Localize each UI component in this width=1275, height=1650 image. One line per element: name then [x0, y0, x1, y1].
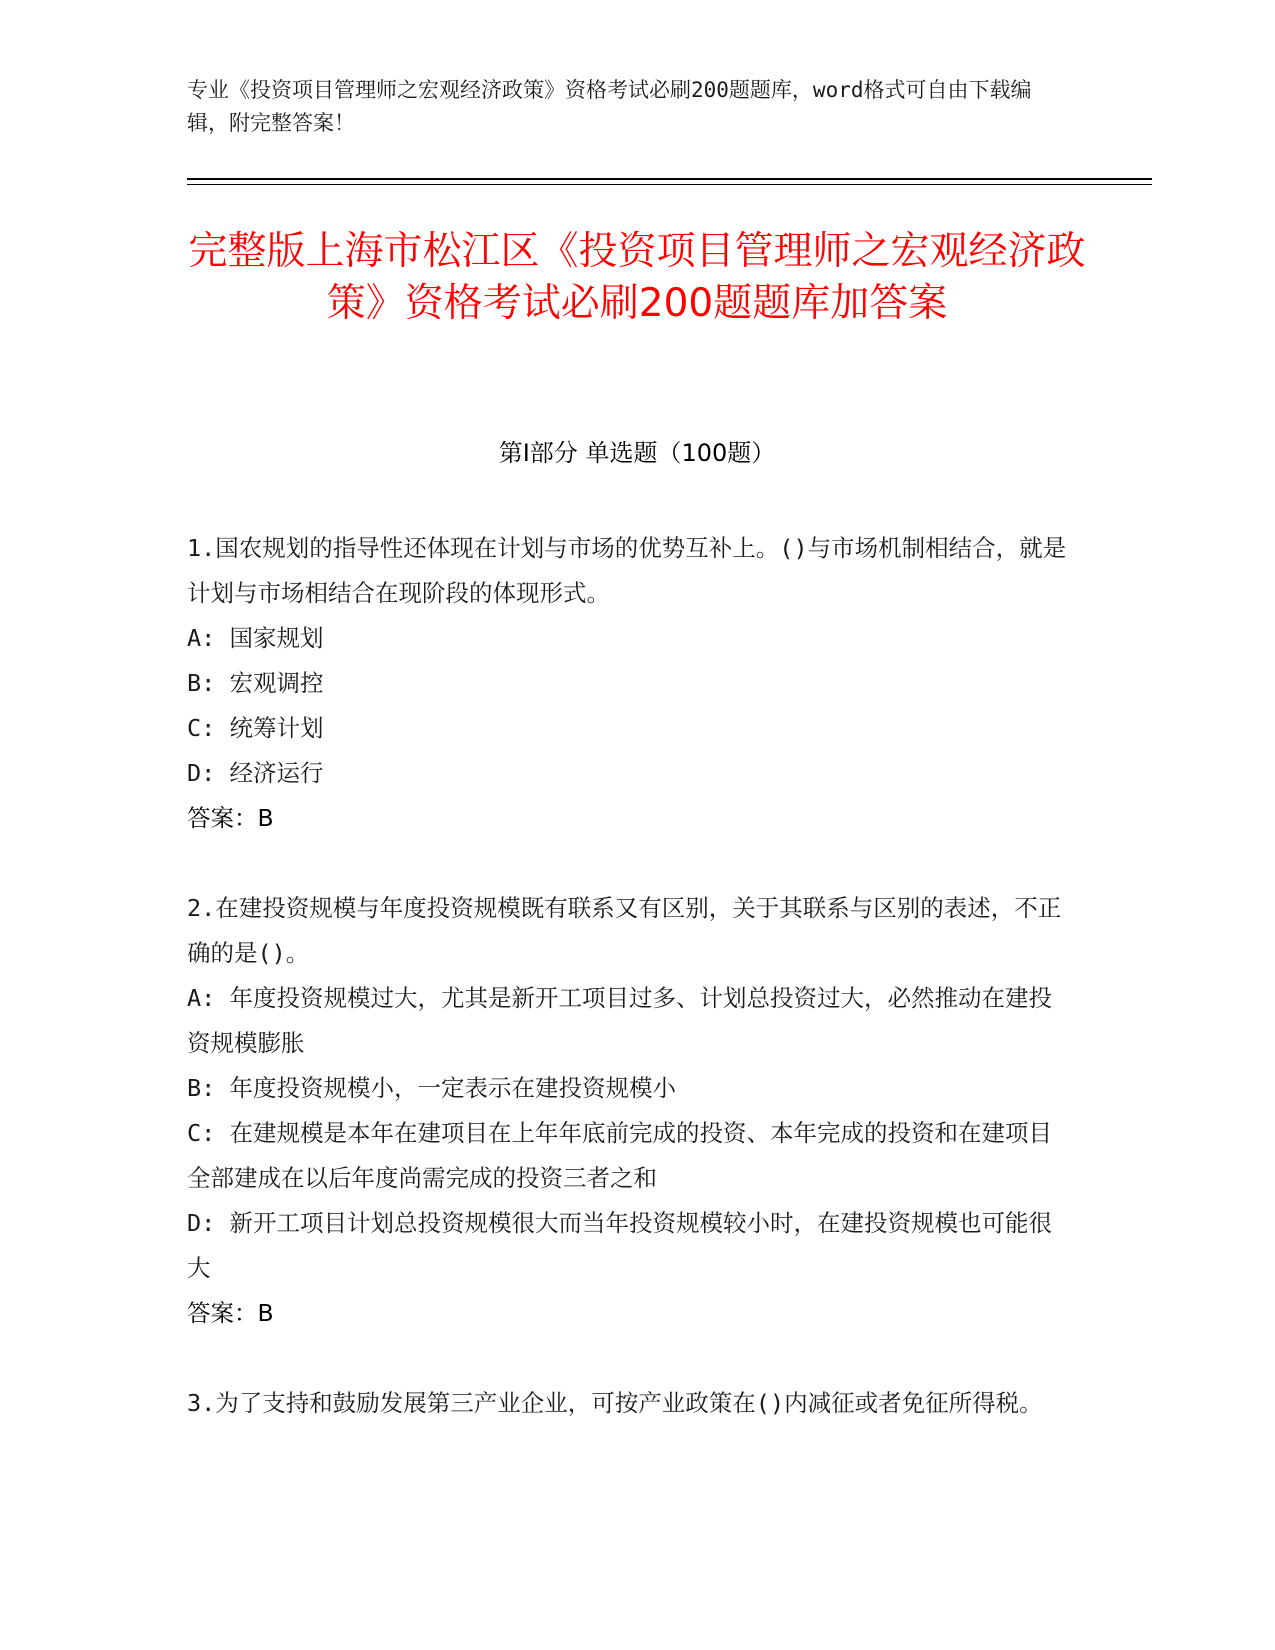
question-list: [187, 526, 1067, 1426]
question-stem: 1.国农规划的指导性还体现在计划与市场的优势互补上。()与市场机制相结合，就是计划与市场相结合在现阶段的体现形式。: [187, 534, 1067, 607]
question-2: [187, 886, 1067, 1336]
section-heading: 第I部分 单选题（100题）: [498, 439, 776, 467]
question-stem: 2.在建投资规模与年度投资规模既有联系又有区别，关于其联系与区别的表述，不正确的是()。: [187, 894, 1062, 967]
option-c: C: 统筹计划: [187, 714, 324, 742]
option-d: D: 经济运行: [187, 759, 324, 787]
option-b: B: 年度投资规模小，一定表示在建投资规模小: [187, 1074, 676, 1102]
option-a: A: 国家规划: [187, 624, 324, 652]
question-1: [187, 526, 1067, 841]
header-divider-thick: [187, 178, 1152, 180]
header-divider-thin: [187, 184, 1152, 185]
option-d: D: 新开工项目计划总投资规模很大而当年投资规模较小时，在建投资规模也可能很大: [187, 1209, 1052, 1282]
question-3: [187, 1381, 1067, 1426]
document-title: 完整版上海市松江区《投资项目管理师之宏观经济政策》资格考试必刷200题题库加答案: [188, 229, 1086, 326]
answer-line: 答案：B: [187, 1299, 274, 1327]
option-a: A: 年度投资规模过大，尤其是新开工项目过多、计划总投资过大，必然推动在建投资规模膨胀: [187, 984, 1052, 1057]
header-note: 专业《投资项目管理师之宏观经济政策》资格考试必刷200题题库，word格式可自由下载编辑，附完整答案！: [187, 78, 1032, 135]
option-c: C: 在建规模是本年在建项目在上年年底前完成的投资、本年完成的投资和在建项目全部建成在以后年度尚需完成的投资三者之和: [187, 1119, 1052, 1192]
option-b: B: 宏观调控: [187, 669, 324, 697]
answer-line: 答案：B: [187, 804, 274, 832]
question-stem: 3.为了支持和鼓励发展第三产业企业，可按产业政策在()内减征或者免征所得税。: [187, 1389, 1043, 1417]
